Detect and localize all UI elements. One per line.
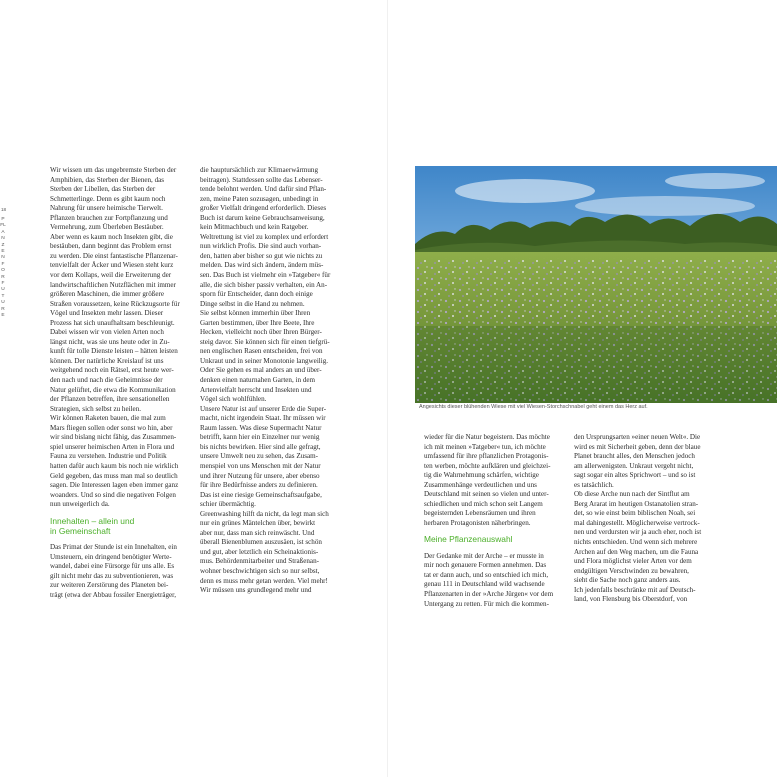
- text-line: Amphibien, das Sterben der Bienen, das: [50, 175, 165, 184]
- text-line: Umsteuern, ein dringend benötigter Werte-: [50, 552, 172, 561]
- text-line: Weltrettung ist viel zu komplex und erfordert: [200, 232, 329, 241]
- text-line: tenvielfalt der Äcker und Wiesen steht kurz: [50, 261, 174, 270]
- text-line: es tatsächlich.: [574, 480, 614, 489]
- text-line: am allerwenigsten. Unkraut vergeht nicht,: [574, 461, 694, 470]
- text-line: beitragen). Stattdessen sollte das Lebenser-: [200, 175, 323, 184]
- text-line: Vermehrung, zum Überleben Bestäuber.: [50, 223, 164, 232]
- paragraph-block: [424, 552, 553, 609]
- text-line: sen. Das Buch ist vielmehr ein »Tatgeber« für: [200, 271, 331, 280]
- text-line: nen und verdursten wir ja auch eher, noch ist: [574, 528, 702, 537]
- text-line: herbaren Protagonisten näherbringen.: [424, 518, 531, 527]
- text-line: Unsere Natur ist auf unserer Erde die Super-: [200, 404, 327, 413]
- paragraph-block: [50, 543, 180, 600]
- paragraph-block: [424, 433, 553, 528]
- text-line: vor dem Kollaps, weil die Erweiterung der: [50, 271, 172, 280]
- text-line: Archen auf den Weg machen, um die Fauna: [574, 547, 699, 556]
- text-line: Ich jedenfalls beschränke mit auf Deutsch-: [574, 585, 696, 594]
- text-line: wandel, dabei eine Fürsorge für uns alle. Es: [50, 562, 175, 571]
- text-line: mir noch genauere Formen annehmen. Das: [424, 561, 547, 570]
- text-line: Deutschland mit seinen so vielen und unter-: [424, 490, 549, 499]
- text-line: die hauptursächlich zur Klimaerwärmung: [200, 166, 318, 174]
- text-line: längst nicht, was sie uns heute oder in Zu-: [50, 337, 170, 346]
- text-line: nun unweigerlich da.: [50, 500, 110, 509]
- text-line: Garten bestimmen, über Ihre Beete, Ihre: [200, 318, 315, 327]
- text-line: steig davor. Sie können sich für einen tiefgrü-: [200, 337, 330, 346]
- text-line: Fauna zu verstehen. Industrie und Politik: [50, 452, 167, 461]
- text-line: Untergang zu retten. Für mich die kommen-: [424, 599, 549, 608]
- text-line: nun wirklich Profis. Die sind auch vorhan-: [200, 242, 322, 251]
- text-line: betrifft, kann hier ein Einzelner nur wenig: [200, 433, 320, 442]
- text-line: Sterben der Libellen, das Sterben der: [50, 185, 156, 194]
- text-line: und gut, aber letztlich ein Scheinaktionis-: [200, 547, 319, 556]
- text-line: Zusammenhänge verdeutlichen und uns: [424, 480, 537, 489]
- page-number: 18: [1, 207, 7, 212]
- text-line: Berg Ararat im heutigen Ostanatolien stran-: [574, 499, 699, 508]
- text-line: für ihre Bedürfnisse anders zu definieren.: [200, 481, 318, 490]
- photo-caption: Angesichts dieser blühenden Wiese mit viel Wiesen-Storchschnabel geht einem das Herz auf.: [419, 404, 648, 410]
- text-line: Artenvielfalt herrscht und Insekten und: [200, 385, 312, 394]
- text-line: spiel unserer heimischen Arten in Flora und: [50, 442, 175, 451]
- text-line: Nahrung für unsere heimische Tierwelt.: [50, 204, 163, 213]
- text-line: schiedlichen und mich schon seit Langem: [424, 499, 543, 508]
- section-heading-line: in Gemeinschaft: [50, 525, 111, 536]
- text-line: und ihrer Nutzung für unsere, aber ebenso: [200, 471, 320, 480]
- meadow-image: [415, 166, 777, 403]
- text-line: Dabei wissen wir von vielen Arten noch: [50, 328, 164, 337]
- text-line: denken einen naturnahen Garten, in dem: [200, 376, 316, 385]
- text-line: unsere Umwelt neu zu sehen, das Zusam-: [200, 452, 318, 461]
- left-page-column-2: [200, 166, 330, 596]
- text-line: Straßen voraussetzen, keine Rückzugsorte für: [50, 299, 180, 308]
- text-line: überall Bienenblumen auszusäen, ist schön: [200, 538, 322, 547]
- text-line: wird es mit Sicherheit geben, denn der blaue: [574, 442, 701, 451]
- text-line: alle, die sich bisher passiv verhalten, ein An-: [200, 280, 328, 289]
- text-line: großer Vielfalt dringend erforderlich. Dieses: [200, 204, 327, 213]
- text-line: nur ein grünes Mäntelchen über, bewirkt: [200, 519, 316, 528]
- text-line: gilt nicht mehr das zu subventionieren, was: [50, 571, 174, 580]
- text-line: zu werden. Die einst fantastische Pflanzenar-: [50, 251, 178, 260]
- text-line: schier übermächtig.: [200, 500, 256, 509]
- text-line: sieht die Sache noch ganz anders aus.: [574, 576, 681, 585]
- text-line: det, so wie einst beim biblischen Noah, sei: [574, 509, 696, 518]
- text-line: und Flora möglichst vieler Arten vor dem: [574, 557, 692, 566]
- text-line: genau 111 in Deutschland wild wachsende: [424, 580, 545, 589]
- meadow-photo: [415, 166, 777, 403]
- text-line: tende belohnt werden. Und dafür sind Pflan-: [200, 185, 327, 194]
- text-line: tig die Wahrnehmung schärfen, wichtige: [424, 471, 539, 480]
- text-line: Wir können Raketen bauen, die mal zum: [50, 414, 166, 423]
- text-line: land, von Flensburg bis Oberstdorf, von: [574, 595, 688, 604]
- left-page-column-1: [50, 166, 180, 601]
- text-line: Schmetterlinge. Denn es gibt kaum noch: [50, 194, 166, 203]
- text-line: kunft für tolle Dienste leisten – hätten leisten: [50, 347, 178, 356]
- text-line: begeisternden Lebensräumen und ihren: [424, 509, 536, 518]
- text-line: Vögel sich wohlfühlen.: [200, 395, 267, 404]
- text-line: endgültigen Verschwinden zu bewahren,: [574, 566, 689, 575]
- text-line: zen, meine Paten sozusagen, unbedingt in: [200, 194, 319, 203]
- text-line: Geld gegeben, das muss man mal so deutlich: [50, 471, 178, 480]
- section-heading-line: Innehalten – allein und: [50, 515, 135, 526]
- text-line: umfassend für ihre pflanzlichen Protagonis-: [424, 452, 549, 461]
- text-line: aber nur, dass man sich reinwäscht. Und: [200, 528, 315, 537]
- text-line: hatten dafür auch kaum bis noch nie wirklich: [50, 461, 179, 470]
- text-line: Hecken, vielleicht noch über Ihren Bürger-: [200, 328, 322, 337]
- text-line: woanders. Und so sind die negativen Folgen: [50, 490, 176, 499]
- text-line: Prozess hat sich unaufhaltsam beschleunigt.: [50, 318, 175, 327]
- text-line: Oder Sie gehen es mal anders an und über-: [200, 366, 322, 375]
- section-heading: Meine Pflanzenauswahl: [424, 534, 513, 545]
- text-line: trägt (etwa der Abbau fossiler Energieträger,: [50, 591, 177, 600]
- text-line: weitgehend noch ein Rätsel, erst heute wer-: [50, 366, 174, 375]
- text-line: tat er dann auch, und so entschied ich mich,: [424, 570, 549, 579]
- text-line: wir sind bislang nicht fähig, das Zusammen-: [50, 433, 177, 442]
- text-line: Mars fliegen sollen oder sonst wo hin, aber: [50, 423, 173, 432]
- text-line: Wir müssen uns grundlegend mehr und: [200, 586, 312, 595]
- text-line: Der Gedanke mit der Arche – er musste in: [424, 551, 544, 560]
- text-line: den, hatten aber bisher so gut wie nichts zu: [200, 251, 323, 260]
- text-line: nichts entschieden. Und wenn sich mehrere: [574, 538, 698, 547]
- text-line: Das Primat der Stunde ist ein Innehalten, ein: [50, 543, 177, 552]
- text-line: wohner beschwichtigen sich so nur selbst,: [200, 566, 320, 575]
- text-line: macht, nicht irgendein Staat. Ihr müssen wir: [200, 414, 326, 423]
- text-line: mal dahingestellt. Möglicherweise vertrock-: [574, 518, 700, 527]
- text-line: bestäuben, dann beginnt das Problem ernst: [50, 242, 172, 251]
- text-line: landwirtschaftlichen Nutzflächen mit immer: [50, 280, 176, 289]
- text-line: ten werben, möchte aufklären und gleichzei-: [424, 461, 551, 470]
- text-line: Ob diese Arche nun nach der Sintflut am: [574, 490, 690, 499]
- text-line: Pflanzen brauchen zur Fortpflanzung und: [50, 213, 168, 222]
- text-line: sagt sogar ein altes Sprichwort – und so ist: [574, 471, 696, 480]
- paragraph-block: [50, 166, 180, 510]
- text-line: melden. Das wird sich ändern, ändern müs-: [200, 261, 324, 270]
- text-line: bis nichts bewirken. Hier sind alle gefragt,: [200, 442, 321, 451]
- text-line: der Pflanzen betreffen, ihre sensationellen: [50, 395, 170, 404]
- text-line: wieder für die Natur begeistern. Das möchte: [424, 433, 550, 441]
- text-line: Wir wissen um das ungebremste Sterben der: [50, 166, 177, 174]
- text-line: sagen. Die Interessen lagen eben immer ganz: [50, 481, 179, 490]
- paragraph-block: [200, 166, 330, 596]
- right-page-column-1: [424, 433, 553, 609]
- text-line: Das ist eine riesige Gemeinschaftsaufgabe,: [200, 490, 322, 499]
- text-line: Sie selbst können immerhin über Ihren: [200, 309, 311, 318]
- paragraph-block: [574, 433, 701, 605]
- running-head: PFLANZEN FOR FUTURE: [0, 217, 7, 319]
- text-line: größeren Maschinen, die immer größere: [50, 290, 165, 299]
- text-line: den Ursprungsarten »einer neuen Welt«. Die: [574, 433, 701, 441]
- text-line: zur weiteren Zerstörung des Planeten bei-: [50, 581, 169, 590]
- text-line: denn es muss mehr getan werden. Viel mehr!: [200, 576, 328, 585]
- page-gutter: [387, 0, 388, 777]
- text-line: Vögel und Insekten mehr lassen. Dieser: [50, 309, 164, 318]
- text-line: kein Mitmachbuch und kein Ratgeber.: [200, 223, 309, 232]
- text-line: menspiel von uns Menschen mit der Natur: [200, 461, 321, 470]
- text-line: Unkraut und in seiner Monotonie langweilig.: [200, 356, 329, 365]
- text-line: mus. Behördenmitarbeiter und Straßenan-: [200, 557, 319, 566]
- text-line: nen englischen Rasen entscheiden, frei von: [200, 347, 323, 356]
- text-line: Dinge selbst in die Hand zu nehmen.: [200, 299, 305, 308]
- text-line: Raum lassen. Was diese Supermacht Natur: [200, 423, 322, 432]
- text-line: ich mit meinen »Tatgeber« tun, ich möchte: [424, 442, 546, 451]
- text-line: Pflanzenarten in der »Arche Jürgen« vor dem: [424, 589, 554, 598]
- text-line: Greenwashing hilft da nicht, da legt man sich: [200, 509, 329, 518]
- text-line: den nach und nach die Geheimnisse der: [50, 376, 163, 385]
- text-line: Aber wenn es kaum noch Insekten gibt, die: [50, 232, 173, 241]
- text-line: sporn für Entscheider, dann doch einige: [200, 290, 313, 299]
- text-line: Buch ist darum keine Gebrauchsanweisung,: [200, 213, 325, 222]
- text-line: Natur gelüftet, die etwa die Kommunikation: [50, 385, 176, 394]
- text-line: Planet braucht alles, den Menschen jedoch: [574, 452, 695, 461]
- text-line: können. Der natürliche Kreislauf ist uns: [50, 356, 164, 365]
- right-page-column-2: [574, 433, 701, 605]
- text-line: Strategien, sich selbst zu heilen.: [50, 404, 142, 413]
